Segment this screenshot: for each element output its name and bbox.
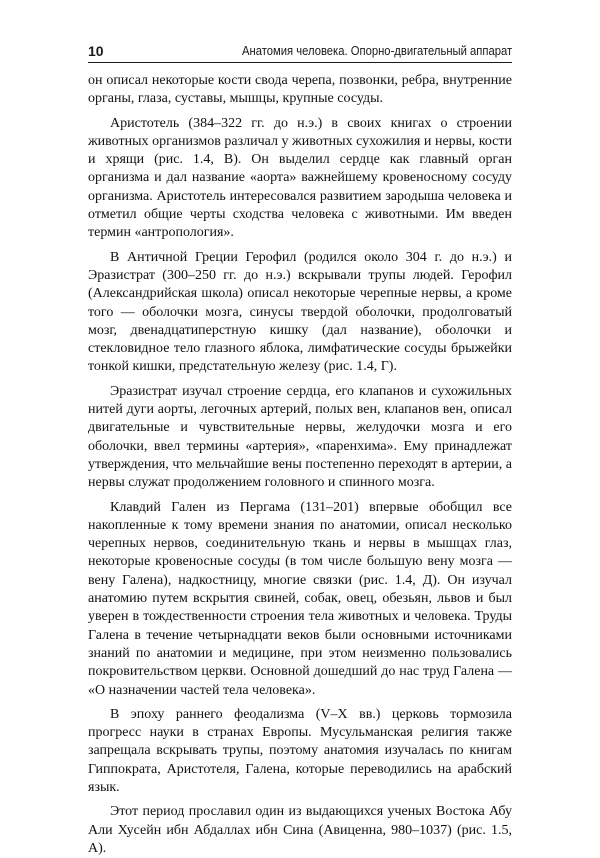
paragraph-early-feudalism: В эпоху раннего феодализма (V–X вв.) церковь тормозила прогресс науки в странах Европы. Мусульманская религия также запрещала вскрывать трупы, поэтому анатомия изучалась по книгам Гиппократа, Аристотеля, Галена, которые переводились на арабский язык. [88, 706, 512, 795]
running-header [88, 40, 512, 63]
page-number: 10 [88, 43, 104, 59]
running-header-title: Анатомия человека. Опорно-двигательный аппарат [241, 44, 512, 58]
paragraph-herophilus: В Античной Греции Герофил (родился около 304 г. до н.э.) и Эразистрат (300–250 гг. до н.э.) вскрывали трупы людей. Герофил (Александрийская школа) описал некоторые черепные нервы, а кроме того — оболочки мозга, синусы твердой оболочки, продолговатый мозг, двенадцатиперстную кишку (дал название), оболочки и стекловидное тело глазного яблока, лимфатические сосуды брыжейки тонкой кишки, предстательную железу (рис. 1.4, Г). [88, 249, 512, 375]
paragraph-aristotle: Аристотель (384–322 гг. до н.э.) в своих книгах о строении животных организмов различал у животных сухожилия и нервы, кости и хрящи (рис. 1.4, В). Он выделил сердце как главный орган организма и дал название «аорта» важнейшему кровеносному сосуду организма. Аристотель интересовался развитием зародыша человека и отметил общие черты сходства человека с животными. Им введен термин «антропология». [88, 115, 512, 241]
paragraph-galen: Клавдий Гален из Пергама (131–201) впервые обобщил все накопленные к тому времени знания по анатомии, описал несколько черепных нервов, соединительную ткань и нервы в мышцах глаз, некоторые кровеносные сосуды (в том числе большую вену мозга — вену Галена), надкостницу, многие связки (рис. 1.4, Д). Он изучал анатомию путем вскрытия свиней, собак, овец, обезьян, львов и был уверен в тождественности строения тела животных и человека. Труды Галена в течение четырнадцати веков были основными источниками знаний по анатомии и медицине, при этом неизменно пользовались покровительством церкви. Основной дошедший до нас труд Галена — «О назначении частей тела человека». [88, 499, 512, 698]
body-text [88, 72, 512, 858]
paragraph-erasistratus: Эразистрат изучал строение сердца, его клапанов и сухожильных нитей дуги аорты, легочных артерий, полых вен, клапанов вен, описал двигательные и чувствительные нервы, желудочки мозга и его оболочки, ввел термины «артерия», «паренхима». Ему принадлежат утверждения, что мельчайшие вены постепенно переходят в артерии, а нервы служат продолжением головного и спинного мозга. [88, 383, 512, 491]
paragraph-continuation: он описал некоторые кости свода черепа, позвонки, ребра, внутренние органы, глаза, суставы, мышцы, крупные сосуды. [88, 73, 512, 107]
paragraph-avicenna: Этот период прославил один из выдающихся ученых Востока Абу Али Хусейн ибн Абдаллах ибн Сина (Авиценна, 980–1037) (рис. 1.5, А). [88, 804, 512, 856]
